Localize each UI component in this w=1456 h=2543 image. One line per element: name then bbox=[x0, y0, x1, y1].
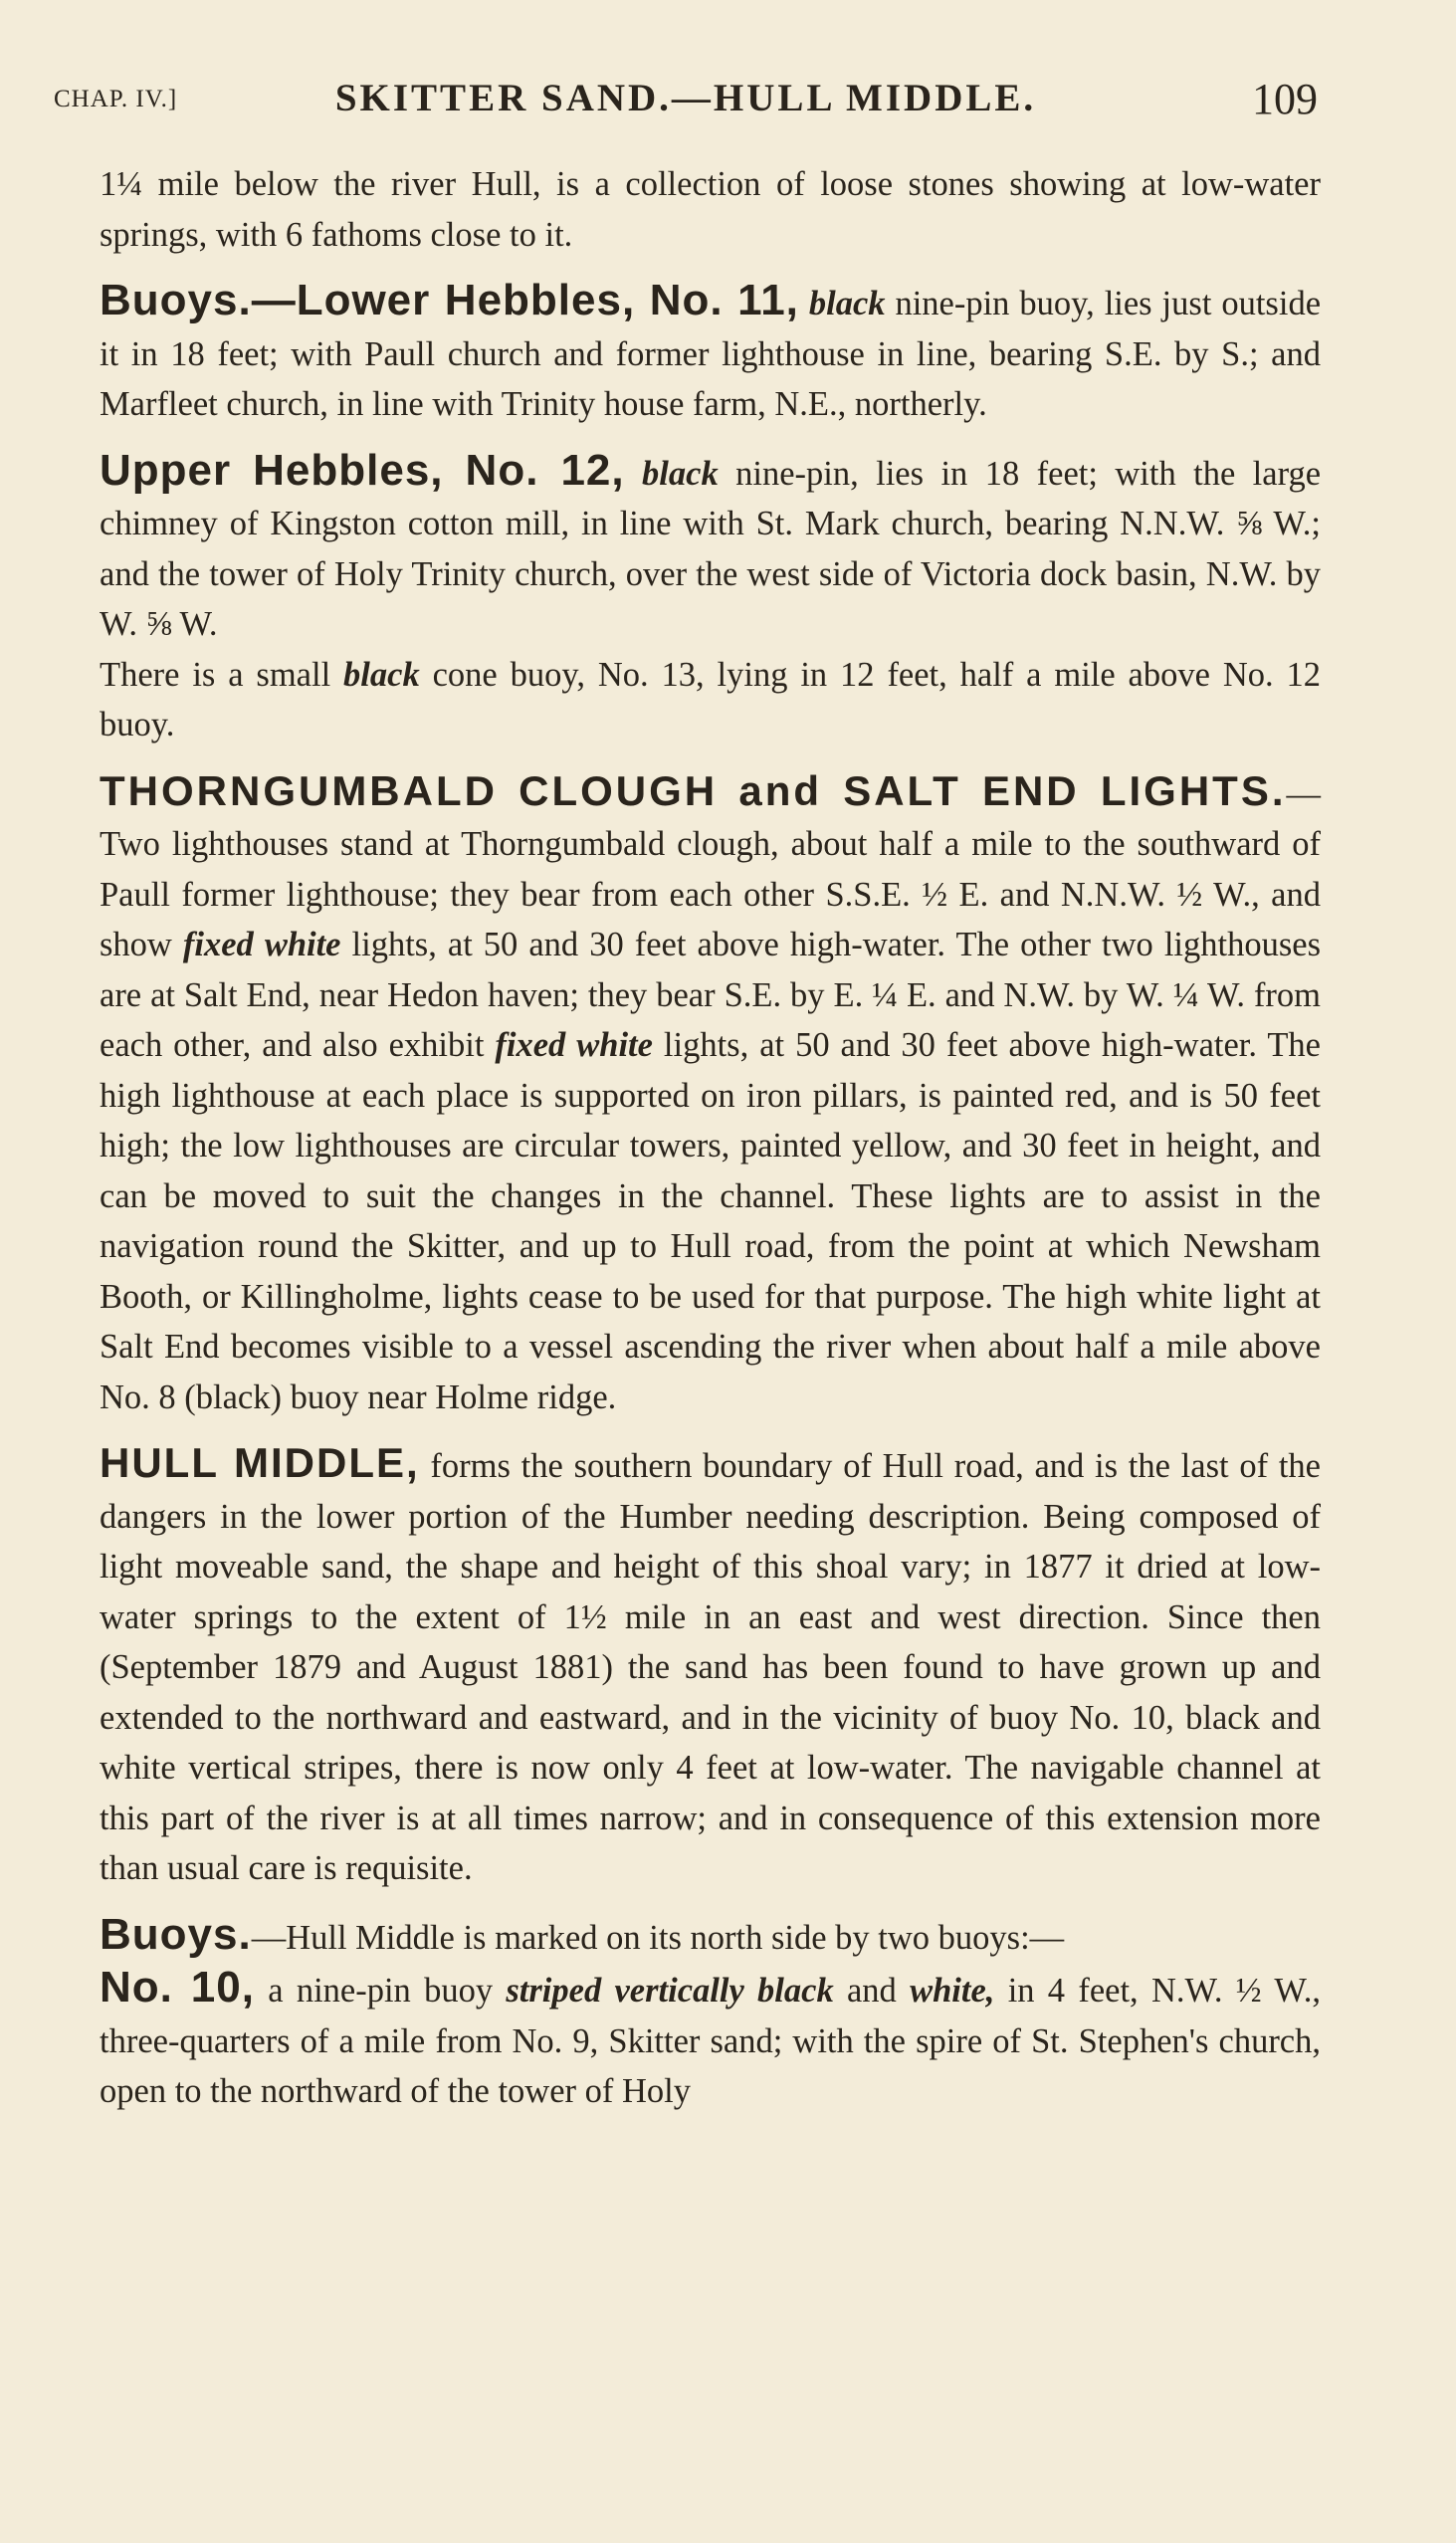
emphasis-black: black bbox=[808, 285, 886, 322]
emphasis-fixed-white: fixed white bbox=[495, 1026, 653, 1064]
paragraph-upper-hebbles bbox=[100, 446, 1321, 650]
paragraph-text: forms the southern boundary of Hull road, and is the last of the dangers in the lower portion of the Humber needing description. Being composed of light moveable sand, the shape and height of this shoal vary; in 1877 it dried at low-water springs to the extent of 1½ mile in an east and west direction. Since then (September 1879 and August 1881) the sand has been found to have grown up and extended to the northward and eastward, and in the vicinity of buoy No. 10, black and white vertical stripes, there is now only 4 feet at low-water. The navigable channel at this part of the river is at all times narrow; and in consequence of this extension more than usual care is requisite. bbox=[100, 1447, 1321, 1887]
paragraph-text: nine-pin, lies in 18 feet; with the large chimney of Kingston cotton mill, in line with St. Mark church, bearing N.N.W. ⅝ W.; and the tower of Holy Trinity church, over the west side of Victoria dock basin, N.W. by W. ⅝ W. bbox=[100, 454, 1322, 643]
lead-lower-hebbles: Buoys.—Lower Hebbles, No. 11, bbox=[100, 276, 799, 324]
paragraph-thorngumbald-lights bbox=[100, 766, 1321, 1423]
paragraph-text: There is a small bbox=[100, 655, 344, 694]
paragraph-lower-hebbles bbox=[100, 276, 1321, 430]
emphasis-striped: striped vertically black bbox=[506, 1972, 834, 2010]
paragraph-cone-buoy bbox=[100, 650, 1321, 750]
chapter-label: CHAP. IV.] bbox=[54, 86, 178, 112]
lead-no-10: No. 10, bbox=[100, 1963, 255, 2012]
paragraph-buoy-no-10 bbox=[100, 1963, 1321, 2117]
paragraph-text: lights, at 50 and 30 feet above high-water. The other two lighthouses are at Salt End, near Hedon haven; they bear S.E. by E. ¼ E. and N.W. by W. ¼ W. from each other, and also exhibit bbox=[100, 926, 1322, 1064]
section-heading-hull-middle: HULL MIDDLE, bbox=[100, 1439, 420, 1486]
emphasis-black: black bbox=[642, 454, 719, 493]
paragraph-hull-middle bbox=[100, 1438, 1321, 1894]
lead-buoys: Buoys. bbox=[100, 1909, 252, 1959]
body-text bbox=[100, 159, 1321, 2117]
paragraph-text: 1¼ mile below the river Hull, is a collection of loose stones showing at low-water springs, with 6 fathoms close to it. bbox=[100, 165, 1321, 254]
running-title: SKITTER SAND.—HULL MIDDLE. bbox=[334, 77, 1037, 119]
paragraph-text: lights, at 50 and 30 feet above high-water. The high lighthouse at each place is supported on iron pillars, is painted red, and is 50 feet high; the low lighthouses are circular towers, painted yellow, and 30 feet in height, and can be moved to suit the changes in the channel. These lights are to assist in the navigation round the Skitter, and up to Hull road, from the point at which Newsham Booth, or Killingholme, lights cease to be used for that purpose. The high white light at Salt End becomes visible to a vessel ascending the river when about half a mile above No. 8 (black) buoy near Holme ridge. bbox=[100, 1026, 1321, 1416]
paragraph-text: nine-pin buoy, lies just outside it in 18 feet; with Paull church and former lighthouse in line, bearing S.E. by S.; and Marfleet church, in line with Trinity house farm, N.E., northerly. bbox=[100, 285, 1322, 423]
lead-upper-hebbles: Upper Hebbles, No. 12, bbox=[100, 445, 625, 495]
paragraph-text: and bbox=[833, 1972, 911, 2010]
paragraph-text: a nine-pin buoy bbox=[254, 1972, 507, 2010]
emphasis-fixed-white: fixed white bbox=[182, 926, 341, 963]
paragraph-text: —Two lighthouses stand at Thorngumbald clough, about half a mile to the southward of Paull former lighthouse; they bear from each other S.S.E. ½ E. and N.N.W. ½ W., and show bbox=[100, 774, 1321, 963]
paragraph-text: cone buoy, No. 13, lying in 12 feet, half a mile above No. 12 buoy. bbox=[100, 655, 1321, 743]
emphasis-white: white, bbox=[910, 1972, 995, 2010]
section-heading-lights: THORNGUMBALD CLOUGH and SALT END LIGHTS. bbox=[100, 766, 1287, 814]
paragraph-text: —Hull Middle is marked on its north side by two buoys:— bbox=[251, 1918, 1065, 1957]
paragraph-skitter-stones bbox=[100, 159, 1321, 260]
running-header bbox=[54, 70, 1318, 139]
paragraph-text: in 4 feet, N.W. ½ W., three-quarters of a mile from No. 9, Skitter sand; with the spire of St. Stephen's church, open to the northward of the tower of Holy bbox=[100, 1972, 1321, 2110]
page-number: 109 bbox=[1252, 75, 1318, 123]
emphasis-black: black bbox=[343, 655, 420, 694]
paragraph-buoys bbox=[100, 1910, 1321, 1964]
